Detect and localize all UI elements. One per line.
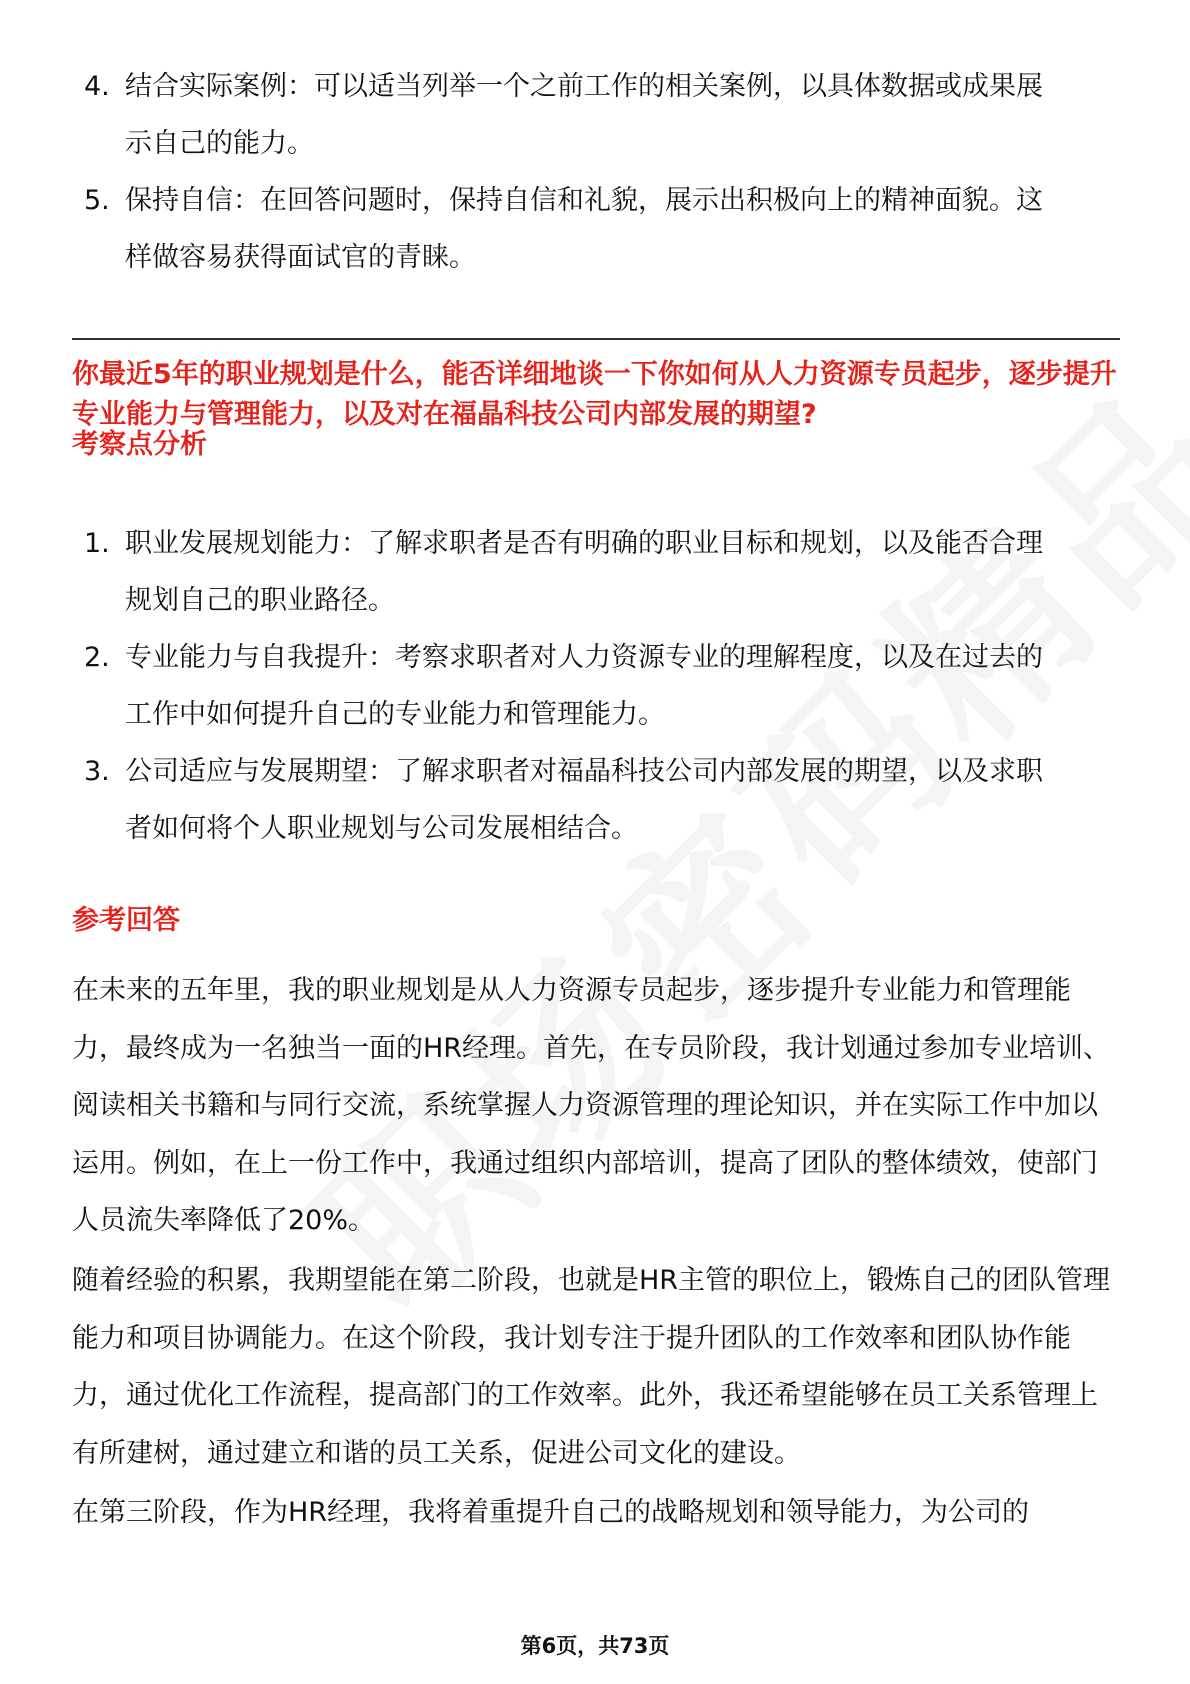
- list-text: 公司适应与发展期望：了解求职者对福晶科技公司内部发展的期望，以及求职者如何将个人职业规划与公司发展相结合。: [125, 756, 1043, 844]
- tips-list: [0, 58, 1190, 286]
- list-number: 2.: [84, 642, 110, 673]
- answer-paragraph: 在第三阶段，作为HR经理，我将着重提升自己的战略规划和领导能力，为公司的: [72, 1497, 1030, 1528]
- question-heading: 你最近5年的职业规划是什么，能否详细地谈一下你如何从人力资源专员起步，逐步提升专业能力与管理能力，以及对在福晶科技公司内部发展的期望?: [72, 359, 1117, 430]
- list-text: 保持自信：在回答问题时，保持自信和礼貌，展示出积极向上的精神面貌。这样做容易获得面试官的青睐。: [125, 185, 1043, 273]
- list-number: 4.: [84, 71, 110, 102]
- list-text: 职业发展规划能力：了解求职者是否有明确的职业目标和规划，以及能否合理规划自己的职业路径。: [125, 528, 1043, 616]
- answer-title: 参考回答: [72, 905, 180, 936]
- answer-paragraph: 随着经验的积累，我期望能在第二阶段，也就是HR主管的职位上，锻炼自己的团队管理能力和项目协调能力。在这个阶段，我计划专注于提升团队的工作效率和团队协作能力，通过优化工作流程，提高部门的工作效率。此外，我还希望能够在员工关系管理上有所建树，通过建立和谐的员工关系，促进公司文化的建设。: [72, 1265, 1111, 1469]
- list-text: 专业能力与自我提升：考察求职者对人力资源专业的理解程度，以及在过去的工作中如何提升自己的专业能力和管理能力。: [125, 642, 1043, 730]
- page-footer: 第6页，共73页: [520, 1634, 670, 1658]
- section-divider: [72, 338, 1120, 340]
- list-number: 5.: [84, 185, 110, 216]
- answer-paragraph: 在未来的五年里，我的职业规划是从人力资源专员起步，逐步提升专业能力和管理能力，最终成为一名独当一面的HR经理。首先，在专员阶段，我计划通过参加专业培训、阅读相关书籍和与同行交流，系统掌握人力资源管理的理论知识，并在实际工作中加以运用。例如，在上一份工作中，我通过组织内部培训，提高了团队的整体绩效，使部门人员流失率降低了20%。: [72, 975, 1111, 1236]
- list-number: 1.: [84, 528, 110, 559]
- list-item: [0, 172, 1190, 286]
- list-number: 3.: [84, 756, 110, 787]
- list-item: [0, 515, 1190, 629]
- list-text: 结合实际案例：可以适当列举一个之前工作的相关案例，以具体数据或成果展示自己的能力。: [125, 71, 1043, 159]
- analysis-list: [0, 515, 1190, 857]
- list-item: [0, 743, 1190, 857]
- list-item: [0, 629, 1190, 743]
- analysis-title: 考察点分析: [72, 429, 207, 460]
- list-item: [0, 58, 1190, 172]
